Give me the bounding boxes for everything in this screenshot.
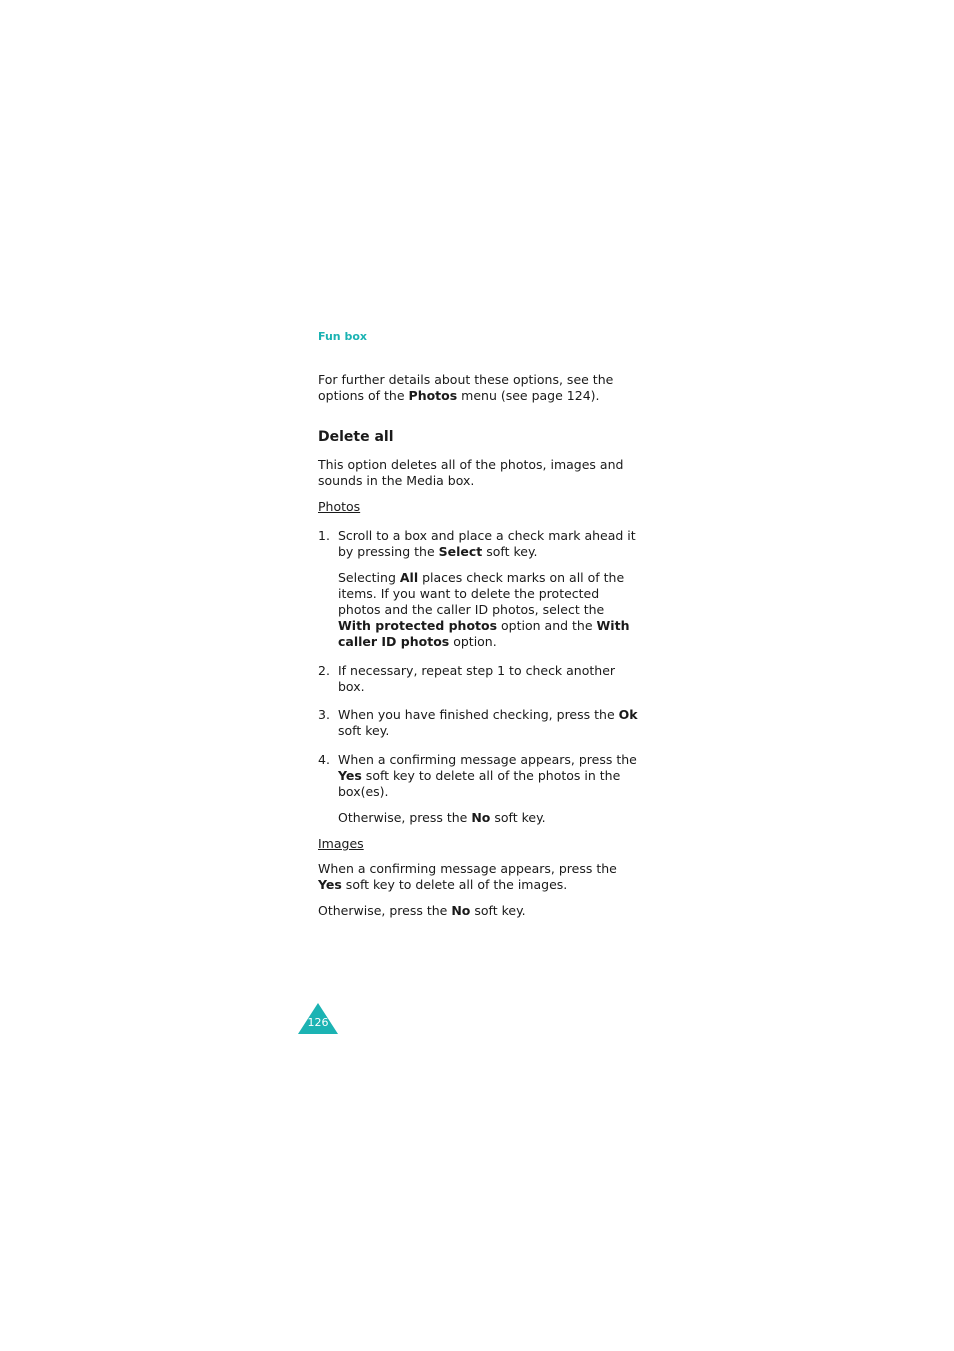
images-paragraph-2: Otherwise, press the No soft key. (318, 903, 526, 918)
images-subheading: Images (318, 836, 364, 851)
images-paragraph-1: When a confirming message appears, press the Yes soft key to delete all of the images. (318, 861, 617, 892)
step-4-number: 4. (318, 752, 330, 767)
step-2-number: 2. (318, 663, 330, 678)
delete-all-description: This option deletes all of the photos, images and sounds in the Media box. (318, 457, 624, 488)
step-4-note: Otherwise, press the No soft key. (338, 810, 546, 825)
page-number: 126 (307, 1016, 329, 1029)
intro-paragraph: For further details about these options, see the options of the Photos menu (see page 124). (318, 372, 614, 403)
photos-subheading: Photos (318, 499, 361, 514)
delete-all-heading: Delete all (318, 429, 394, 445)
step-1-note: Selecting All places check marks on all of the items. If you want to delete the protected photos and the caller ID photos, select the With protected photos option and the With caller ID photos option. (338, 570, 630, 649)
step-3-text: When you have finished checking, press the Ok soft key. (338, 707, 638, 738)
step-4-text: When a confirming message appears, press the Yes soft key to delete all of the photos in the box(es). (338, 752, 637, 799)
step-3-number: 3. (318, 707, 330, 722)
step-2-text: If necessary, repeat step 1 to check another box. (338, 663, 616, 694)
step-1-number: 1. (318, 528, 330, 543)
section-title: Fun box (318, 330, 367, 343)
step-1-text: Scroll to a box and place a check mark ahead it by pressing the Select soft key. (338, 528, 636, 559)
